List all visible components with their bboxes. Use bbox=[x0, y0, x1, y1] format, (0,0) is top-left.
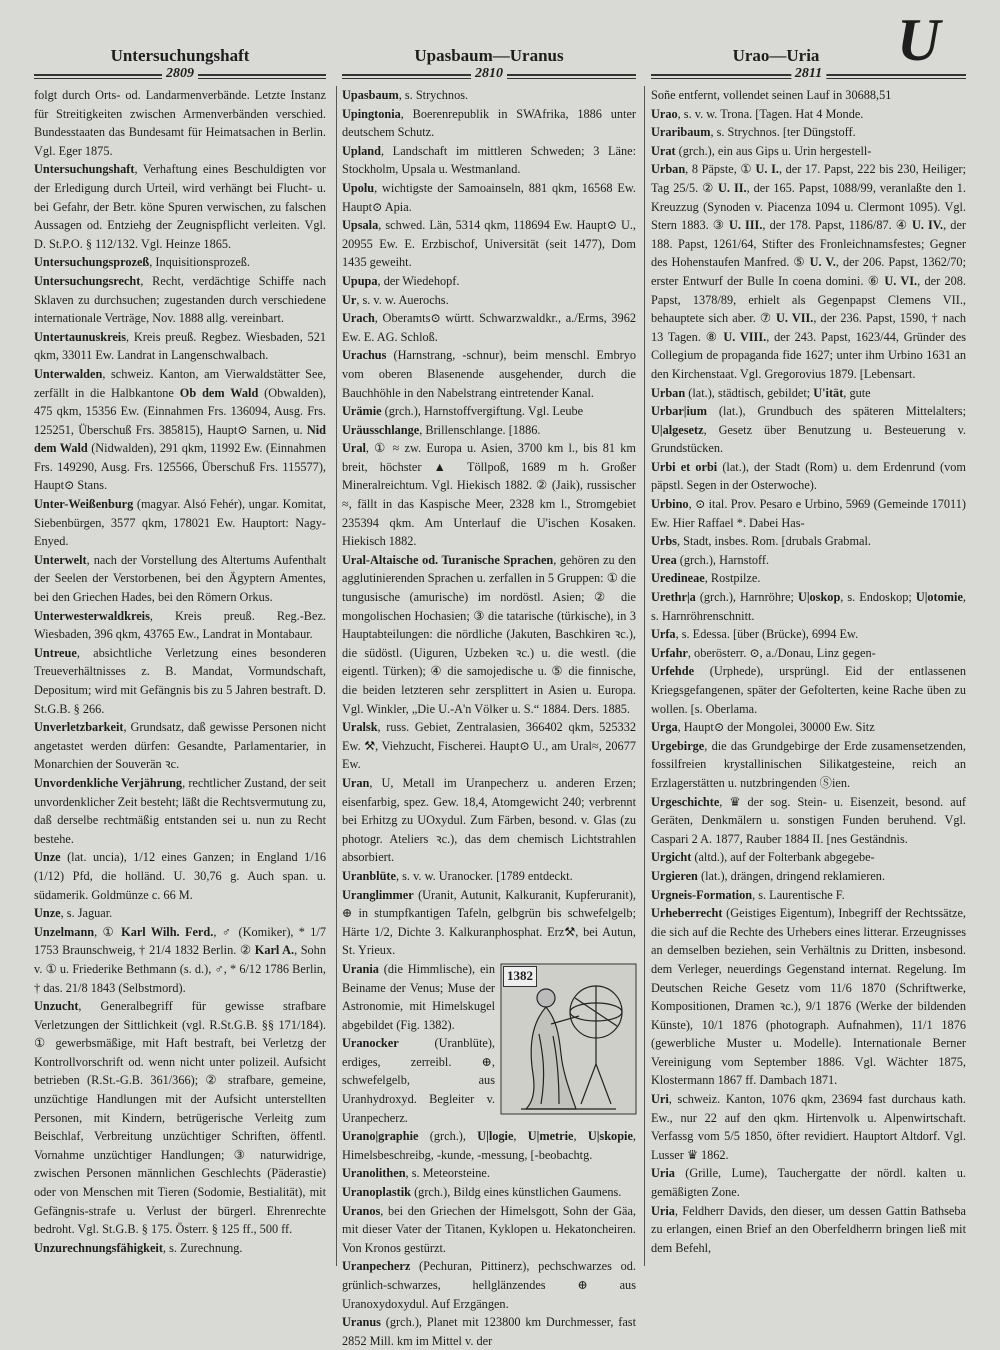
column-divider bbox=[336, 86, 337, 1266]
dictionary-entry: Uräusschlange, Brillenschlange. [1886. bbox=[342, 422, 541, 437]
dictionary-entry: Urämie (grch.), Harnstoffvergiftung. Vgl. Leube bbox=[342, 404, 584, 419]
dictionary-entry: Upolu, wichtigste der Samoainseln, 881 qkm, 16568 Ew. Haupt⊙ Apia. bbox=[342, 180, 636, 214]
dictionary-entry: Urbino, ⊙ ital. Prov. Pesaro e Urbino, 5969 (Gemeinde 17011) Ew. Hier Raffael *. Dabei Has- bbox=[651, 497, 966, 530]
urania-figure bbox=[501, 964, 636, 1114]
entry-urania: Urania (die Himmlische), ein Beiname der Venus; Muse der Astronomie, mit Himelskugel abgebildet (Fig. 1382). bbox=[342, 961, 495, 1032]
dictionary-entry: Upsala, schwed. Län, 5314 qkm, 118694 Ew. Haupt⊙ U., 20955 Ew. E. Erzbischof, Universität (seit 1477), Dom 1435 geweiht. bbox=[342, 218, 636, 270]
page-number: 2811 bbox=[791, 66, 826, 82]
dictionary-entry: Unzelmann, ① Karl Wilh. Ferd., ♂ (Komiker), * 1/7 1753 Braunschweig, † 21/4 1832 Berlin. ② Karl A., Sohn v. ① u. Friederike Bethmann (s. d.), ♂, * 6/12 1786 Berlin, † das. 21/8 1843 (Selbstmord). bbox=[34, 924, 326, 995]
section-letter: U bbox=[897, 7, 941, 73]
header-left-title: Untersuchungshaft bbox=[110, 46, 250, 65]
dictionary-entry: Unterwelt, nach der Vorstellung des Altertums Aufenthalt der Seelen der Verstorbenen, bei den Ägyptern Amentes, bei den Griechen Hades, bei den Römern Orkus. bbox=[34, 552, 326, 605]
dictionary-entry: Upasbaum, s. Strychnos. bbox=[342, 88, 469, 102]
dictionary-entry: Urach, Oberamts⊙ württ. Schwarzwaldkr., a./Erms, 3962 Ew. E. AG. Schloß. bbox=[342, 311, 636, 344]
dictionary-entry: Uran, U, Metall im Uranpecherz u. anderen Erzen; eisenfarbig, spez. Gew. 18,4, Atomgewicht 240; verbrennt bei Erhitzg zu UOxydul. Zum Färben, besond. v. Glas (zu photogr. Ateliers ꝛc.), das dem chemisch Lichtstrahlen absorbiert. bbox=[342, 775, 636, 865]
column-divider bbox=[644, 86, 645, 1266]
dictionary-entry: Urat (grch.), ein aus Gips u. Urin hergestell- bbox=[651, 143, 872, 158]
dictionary-entry: Uralsk, russ. Gebiet, Zentralasien, 366402 qkm, 525332 Ew. ⚒, Viehzucht, Fischerei. Haupt⊙ U., am Ural≈, 20677 Ew. bbox=[342, 720, 636, 772]
dictionary-entry: Urbar|ium (lat.), Grundbuch des späteren Mittelalters; U|algesetz, Gesetz über Benutzung u. Besteuerung v. Grundstücken. bbox=[651, 404, 966, 456]
dictionary-entry: Urga, Haupt⊙ der Mongolei, 30000 Ew. Sitz bbox=[651, 720, 875, 735]
dictionary-entry: Upupa, der Wiedehopf. bbox=[342, 273, 460, 288]
dictionary-entry: Uranblüte, s. v. w. Uranocker. [1789 entdeckt. bbox=[342, 868, 573, 883]
dictionary-entry: Urgicht (altd.), auf der Folterbank abgegebe- bbox=[651, 850, 875, 865]
dictionary-entry: Untertaunuskreis, Kreis preuß. Regbez. Wiesbaden, 521 qkm, 33011 Ew. Landrat in Langenschwalbach. bbox=[34, 329, 326, 363]
dictionary-entry: Urethr|a (grch.), Harnröhre; U|oskop, s. Endoskop; U|otomie, s. Harnröhrenschnitt. bbox=[651, 590, 966, 623]
dictionary-entry: Ural, ① ≈ zw. Europa u. Asien, 3700 km l., bis 81 km breit, höchster ▲ Töllpoß, 1689 m h. Großer Mineralreichtum. Vgl. Hiekisch 1882. ② (Jaik), russischer ≈, fällt in das Kaspische Meer, 2328 km l., Stromgebiet 235394 qkm. Am Unterlauf die U'ischen Kosaken. Hiekisch 1882. bbox=[342, 441, 636, 549]
dictionary-entry: Urgieren (lat.), drängen, dringend reklamieren. bbox=[651, 868, 886, 883]
dictionary-entry: Unzurechnungsfähigkeit, s. Zurechnung. bbox=[34, 1240, 243, 1255]
dictionary-entry: Urbs, Stadt, insbes. Rom. [drubals Grabmal. bbox=[651, 534, 871, 549]
dictionary-entry: Urfehde (Urphede), ursprüngl. Eid der entlassenen Kriegsgefangenen, später der Gefolterten, keine Rache üben zu wollen. [s. Oberlama. bbox=[651, 664, 966, 716]
dictionary-entry: Urgeschichte, ♛ der sog. Stein- u. Eisenzeit, besond. auf Geräten, Denkmälern u. sonstigen Funden beruhend. Vgl. Caspari 2 A. 1877, Rauber 1884 II. [nes Geständnis. bbox=[651, 794, 966, 846]
dictionary-entry: Ur, s. v. w. Auerochs. bbox=[342, 292, 449, 307]
column-left bbox=[34, 86, 326, 1276]
dictionary-entry: Urachus (Harnstrang, -schnur), beim menschl. Embryo vom oberen Blasenende ausgehender, durch die Bauchhöhle in den Nabelstrang eintretender Kanal. bbox=[342, 348, 636, 400]
dictionary-entry: Soñe entfernt, vollendet seinen Lauf in 30688,51 bbox=[651, 88, 892, 102]
page-number-left bbox=[34, 66, 326, 82]
column-center bbox=[342, 86, 637, 1348]
dictionary-entry: Uranglimmer (Uranit, Autunit, Kalkuranit, Kupferuranit), ⊕ in stumpfkantigen Tafeln, gelbgrün bis schwefelgelb; Härte 1/2, Dichte 3. Kalkuranphosphat. Erz⚒, bei Autun, St. Yrieux. bbox=[342, 887, 636, 958]
dictionary-entry: Uranus (grch.), Planet mit 123800 km Durchmesser, fast 2852 Mill. km im Mittel v. der bbox=[342, 1315, 636, 1348]
dictionary-entry: Unterwalden, schweiz. Kanton, am Vierwaldstätter See, zerfällt in die Halbkantone Ob dem Wald (Obwalden), 475 qkm, 15356 Ew. (Einnahmen Frs. 136094, Ausg. Frs. 125251, Überschuß Frs. 385815), Haupt⊙ Sarnen, u. Nid dem Wald (Nidwalden), 291 qkm, 11992 Ew. (Einnahmen Frs. 149290, Ausg. Frs. 125566, Überschuß Frs. 115577), Haupt⊙ Stans. bbox=[34, 366, 326, 493]
dictionary-entry: Uranolithen, s. Meteorsteine. bbox=[342, 1166, 490, 1181]
figure-number: 1382 bbox=[503, 966, 537, 987]
dictionary-entry: Unverletzbarkeit, Grundsatz, daß gewisse Personen nicht angetastet werden dürfen: Gesandte, Parlamentarier, in Monarchien der Souverän ꝛc. bbox=[34, 720, 326, 772]
dictionary-entry: Uranocker (Uranblüte), erdiges, zerreibl. ⊕, schwefelgelb, aus Uranhydroxyd. Begleiter v. Uranpecherz. bbox=[342, 1036, 495, 1125]
dictionary-entry: Urbi et orbi (lat.), der Stadt (Rom) u. dem Erdenrund (vom päpstl. Segen in der Osterwoche). bbox=[651, 459, 966, 493]
dictionary-entry: Unze (lat. uncia), 1/12 eines Ganzen; in England 1/16 (1/12) Pfd, die holländ. U. 30,76 g. Auch span. u. südamerik. Goldmünze c. 66 M. bbox=[34, 850, 326, 902]
column-center-top bbox=[342, 86, 636, 960]
dictionary-entry: Ural-Altaische od. Turanische Sprachen, gehören zu den agglutinierenden Sprachen u. zerfallen in 5 Gruppen: ① die tungusische (amurische) im nordöstl. Asien; ② die mongolischen Hochasien; ③ die tatarische (türkische), in 3 Hauptabteilungen: die nördliche (Jakuten, Baschkiren ꝛc.), die südöstl. (Uiguren, Uzbeken ꝛc.) u. die westl. (die eigentl. Türken); ④ die samojedische u. ⑤ die finnische, die beiden letzteren sehr zersplittert in Asien u. Europa. Vgl. Winkler, „Die U.-A'n Völker u. S.“ 1884. Ders. 1885. bbox=[342, 552, 637, 716]
dictionary-entry: Unterwesterwaldkreis, Kreis preuß. Reg.-Bez. Wiesbaden, 396 qkm, 43765 Ew., Landrat in Montabaur. bbox=[34, 608, 326, 642]
dictionary-entry: Unvordenkliche Verjährung, rechtlicher Zustand, der seit unvordenklicher Zeit besteht; läßt die Rechtsvermutung zu, daß derselbe rechtmäßig entstanden sei u. nun zu Recht bestehe. bbox=[34, 775, 326, 846]
dictionary-entry: Urea (grch.), Harnstoff. bbox=[651, 552, 770, 567]
dictionary-entry: Upland, Landschaft im mittleren Schweden; 3 Läne: Stockholm, Upsala u. Westmanland. bbox=[342, 143, 636, 177]
column-right bbox=[651, 86, 966, 1276]
dictionary-entry: Unze, s. Jaguar. bbox=[34, 906, 113, 921]
page-number: 2809 bbox=[162, 66, 198, 82]
dictionary-entry: Urban (lat.), städtisch, gebildet; U'ität, gute bbox=[651, 385, 871, 400]
page-number-right bbox=[651, 66, 966, 82]
dictionary-entry: Urfa, s. Edessa. [über (Brücke), 6994 Ew. bbox=[651, 627, 859, 642]
dictionary-entry: Unter-Weißenburg (magyar. Alsó Fehér), ungar. Komitat, Siebenbürgen, 3577 qkm, 178021 Ew. Hauptort: Nagy-Enyed. bbox=[34, 497, 326, 549]
page-number-center bbox=[342, 66, 636, 82]
dictionary-entry: Unzucht, Generalbegriff für gewisse strafbare Verletzungen der Sittlichkeit (vgl. R.St.G.B. §§ 171/184). ① gewerbsmäßige, mit Haft bestraft, bei Verletzg der Kontrollvorschrift od. wenn nicht unter polizeil. Aufsicht betrieben (R.St.-G.B. 361/366); ② strafbare, gemeine, unzüchtige Handlungen mit der Aufsicht unterstellten Personen, mit Kindern, betrügerische Verleitg zum Beischlaf, Verbreitung unzüchtiger Schriften, öffentl. Vornahme unzüchtiger Handlungen; ③ naturwidrige, zwischen Personen männlichen Geschlechts (Päderastie) oder von Menschen mit Tieren (Sodomie, Bestialität), mit Gefängnis-strafe u. Verlust der bürgerl. Ehrenrechte bedroht. Vgl. St.G.B. § 175. Österr. § 125 ff., 500 ff. bbox=[34, 999, 326, 1237]
dictionary-entry: Uranoplastik (grch.), Bildg eines künstlichen Gaumens. bbox=[342, 1185, 622, 1200]
dictionary-entry: Uria, Feldherr Davids, den dieser, um dessen Gattin Bathseba zu erlangen, einen Brief an den Oberfeldherrn bringen ließ mit dem Befehl, bbox=[651, 1203, 966, 1255]
dictionary-entry: Untersuchungsprozeß, Inquisitionsprozeß. bbox=[34, 255, 251, 270]
dictionary-entry: Untersuchungshaft, Verhaftung eines Beschuldigten vor der Erledigung durch Urteil, wird verhängt bei Flucht- u. bei Gefahr, der Betr. köne Spuren verwischen, zu falschen Aussagen od. Entziehg der Zeugnispflicht verleiten. Vgl. D. St.P.O. § 112/132. Vgl. Heinze 1865. bbox=[34, 162, 326, 251]
dictionary-entry: Uranpecherz (Pechuran, Pittinerz), pechschwarzes od. grünlich-schwarzes, hellglänzendes ⊕ aus Uranoxydoxydul. Auf Erzgängen. bbox=[342, 1259, 636, 1311]
dictionary-entry: Urfahr, oberösterr. ⊙, a./Donau, Linz gegen- bbox=[651, 645, 876, 660]
page-number: 2810 bbox=[471, 66, 507, 82]
dictionary-entry: Uri, schweiz. Kanton, 1076 qkm, 23694 fast durchaus kath. Ew., nur 22 auf den qkm. Hirtenvolk u. Alpenwirtschaft. Verfassg vom 5/5 1850, öfter revidiert. Hauptort Altdorf. Vgl. Lusser ♛ 1862. bbox=[651, 1092, 966, 1162]
dictionary-entry: Urgebirge, die das Grundgebirge der Erde zusamensetzenden, fossilfreien krystallinischen Silikatgesteine, reich an Erzlagerstätten u. nutzbringenden Ⓢien. bbox=[651, 738, 966, 790]
dictionary-entry: Uria (Grille, Lume), Tauchergatte der nördl. kalten u. gemäßigten Zone. bbox=[651, 1166, 966, 1200]
dictionary-entry: Uredineae, Rostpilze. bbox=[651, 571, 761, 586]
dictionary-entry: Uranos, bei den Griechen der Himelsgott, Sohn der Gäa, mit dieser Vater der Titanen, Kyklopen u. Hekatoncheiren. Von Kronos gestürzt. bbox=[342, 1203, 636, 1255]
dictionary-entry: Urgneis-Formation, s. Laurentische F. bbox=[651, 887, 845, 902]
dictionary-entry: Upingtonia, Boerenrepublik in SWAfrika, 1886 unter deutschem Schutz. bbox=[342, 106, 636, 140]
dictionary-entry: Uraribaum, s. Strychnos. [ter Düngstoff. bbox=[651, 125, 856, 140]
dictionary-entry: Urban, 8 Päpste, ① U. I., der 17. Papst, 222 bis 230, Heiliger; Tag 25/5. ② U. II., der 165. Papst, 1088/99, veranlaßte den 1. Kreuzzug (Synoden v. Piacenza 1094 u. Clermont 1095). Vgl. Stern 1883. ③ U. III., der 178. Papst, 1186/87. ④ U. IV., der 188. Papst, 1261/64, Stifter des Fronleichnamsfestes; Gegner des Hohenstaufen Manfred. ⑤ U. V., der 206. Papst, 1362/70; erster Entwurf der Bulle In coena domini. ⑥ U. VI., der 208. Papst, 1378/89, erhielt als Gegenpapst Clemens VII., behauptete sich aber. ⑦ U. VII., der 236. Papst, 1590, † nach 13 Tagen. ⑧ U. VIII., der 243. Papst, 1623/44, Gründer des Collegium de propaganda fide 1627; unter ihm Urbino 1631 an den Kirchenstaat. Vgl. Gregorovius 1879. [Lebensart. bbox=[651, 162, 967, 381]
dictionary-entry: folgt durch Orts- od. Landarmenverbände. Letzte Instanz für Streitigkeiten zwischen Armenverbänden verschied. Bundesstaaten das Bundesamt für Heimatsachen in Berlin. Vgl. Eger 1875. bbox=[34, 88, 326, 158]
dictionary-entry: Urao, s. v. w. Trona. [Tagen. Hat 4 Monde. bbox=[651, 106, 864, 121]
dictionary-entry: Urheberrecht (Geistiges Eigentum), Inbegriff der Rechtssätze, die sich auf die Rechte des Urhebers eines litterar. Erzeugnisses an demselben beziehen, sein Verhältnis zu Dritten, insbesond. dem Verleger, neuerdings Gegenstand internat. Regelung. Im Deutschen Reiche Gesetz vom 11/6 1870 (Schriftwerke, Kompositionen, Dramen ꝛc.), 9/1 1876 (Werke der bildenden Künste), 10/1 1876 (photograph. Aufnahmen), 11/1 1876 (gewerbliche Muster u. Modelle). Internationale Berner Vereinigung vom September 1886. Vgl. Wächter 1875, Klostermann 1867 ff. Dambach 1871. bbox=[651, 906, 966, 1088]
dictionary-entry: Untersuchungsrecht, Recht, verdächtige Schiffe nach Sklaven zu durchsuchen; zugestanden durch verschiedene internationale Verträge, Nov. 1888 allg. vereinbart. bbox=[34, 273, 326, 326]
dictionary-entry: Untreue, absichtliche Verletzung eines besonderen Treueverhältnisses z. B. Mandat, Vormundschaft, Depositum; wird mit Gefängnis bis zu 5 Jahren bestraft. D. St.G.B. § 266. bbox=[34, 645, 326, 716]
header-right-title: Urao—Uria bbox=[732, 46, 820, 65]
dictionary-entry: Urano|graphie (grch.), U|logie, U|metrie, U|skopie, Himelsbeschreibg, -kunde, -messung, [-beobachtg. bbox=[342, 1129, 636, 1162]
header-center-title: Upasbaum—Uranus bbox=[414, 46, 564, 65]
